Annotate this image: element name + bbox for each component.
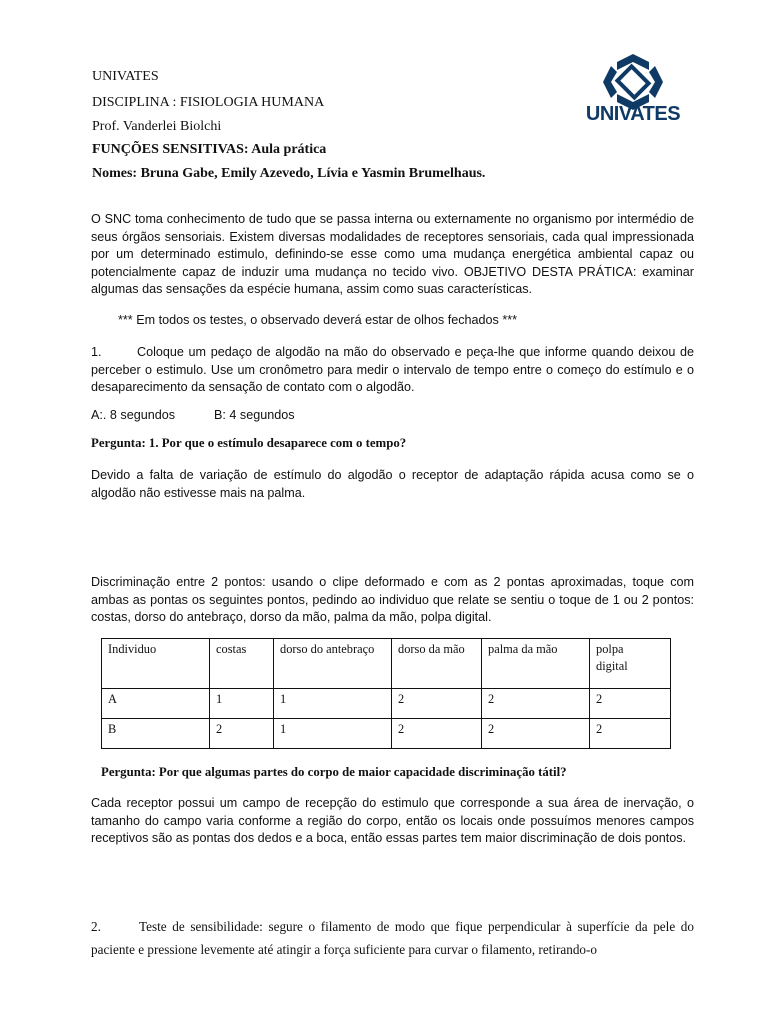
table-cell: B [102, 719, 210, 749]
table-cell: 2 [590, 689, 671, 719]
item2-number: 2. [91, 919, 101, 934]
discrimination-paragraph: Discriminação entre 2 pontos: usando o clipe deformado e com as 2 pontas aproximadas, toque com ambas as pontas os seguintes pontos, pedindo ao individuo que relate se sentiu o toque de 1 ou 2 pontos: costas, dorso do antebraço, dorso da mão, palma da mão, polpa digital. [91, 575, 694, 625]
item2-text: Teste de sensibilidade: segure o filamento de modo que fique perpendicular à superfície da pele do paciente e pressione levemente até atingir a força suficiente para curvar o filamento, retirando-o [91, 919, 694, 957]
table-cell: A [102, 689, 210, 719]
discrimination-table [101, 638, 671, 749]
result-b: B: 4 segundos [214, 408, 295, 422]
table-header-cell: Individuo [102, 639, 210, 689]
professor-line: Prof. Vanderlei Biolchi [92, 119, 222, 134]
table-cell: 2 [210, 719, 274, 749]
names-line: Nomes: Bruna Gabe, Emily Azevedo, Lívia e Yasmin Brumelhaus. [92, 166, 486, 181]
table-cell: 2 [590, 719, 671, 749]
question-1: Pergunta: 1. Por que o estímulo desaparece com o tempo? [91, 436, 407, 450]
table-header-cell: palma da mão [482, 639, 590, 689]
table-header-text: polpa digital [596, 642, 628, 673]
answer-1: Devido a falta de variação de estímulo do algodão o receptor de adaptação rápida acusa como se o algodão não estivesse mais na palma. [91, 468, 694, 500]
logo-wordmark: UNIVATES [585, 103, 681, 125]
table-header-cell [590, 639, 671, 689]
table-cell: 2 [392, 689, 482, 719]
table-row [102, 689, 671, 719]
item1-paragraph [91, 344, 694, 397]
table-cell: 2 [392, 719, 482, 749]
question-2: Pergunta: Por que algumas partes do corpo de maior capacidade discriminação tátil? [101, 765, 567, 779]
item1-number: 1. [91, 345, 102, 359]
table-cell: 1 [274, 719, 392, 749]
result-a: A:. 8 segundos [91, 408, 176, 422]
table-cell: 1 [210, 689, 274, 719]
discipline-line: DISCIPLINA : FISIOLOGIA HUMANA [92, 95, 325, 110]
table-header-cell: dorso da mão [392, 639, 482, 689]
topic-line: FUNÇÕES SENSITIVAS: Aula prática [92, 142, 327, 157]
table-cell: 2 [482, 719, 590, 749]
table-header-row [102, 639, 671, 689]
table-cell: 1 [274, 689, 392, 719]
item2-paragraph [91, 915, 694, 961]
table-header-cell: dorso do antebraço [274, 639, 392, 689]
answer-2: Cada receptor possui um campo de recepção do estimulo que corresponde a sua área de inervação, o tamanho do campo varia conforme a região do corpo, então os locais onde possuímos menores campos receptivos são as pontas dos dedos e a boca, então essas partes tem maior discriminação de dois pontos. [91, 796, 694, 846]
table-header-cell: costas [210, 639, 274, 689]
table-cell: 2 [482, 689, 590, 719]
instruction-note: *** Em todos os testes, o observado deverá estar de olhos fechados *** [118, 313, 518, 327]
item1-text: Coloque um pedaço de algodão na mão do observado e peça-lhe que informe quando deixou de perceber o estimulo. Use um cronômetro para medir o intervalo de tempo entre o começo do estímulo e o desaparecimento da sensação de contato com o algodão. [91, 345, 694, 395]
intro-paragraph: O SNC toma conhecimento de tudo que se passa interna ou externamente no organismo por intermédio de seus órgãos sensoriais. Existem diversas modalidades de receptores sensoriais, cada qual impressionada por um determinado estimulo, definindo-se esse como uma mudança energética ambiental capaz ou potencialmente capaz de induzir uma mudança no tecido vivo. OBJETIVO DESTA PRÁTICA: examinar algumas das sensações da espécie humana, assim como suas características. [91, 212, 694, 297]
institution-name: UNIVATES [92, 69, 159, 84]
table-row [102, 719, 671, 749]
item1-results [91, 407, 694, 425]
